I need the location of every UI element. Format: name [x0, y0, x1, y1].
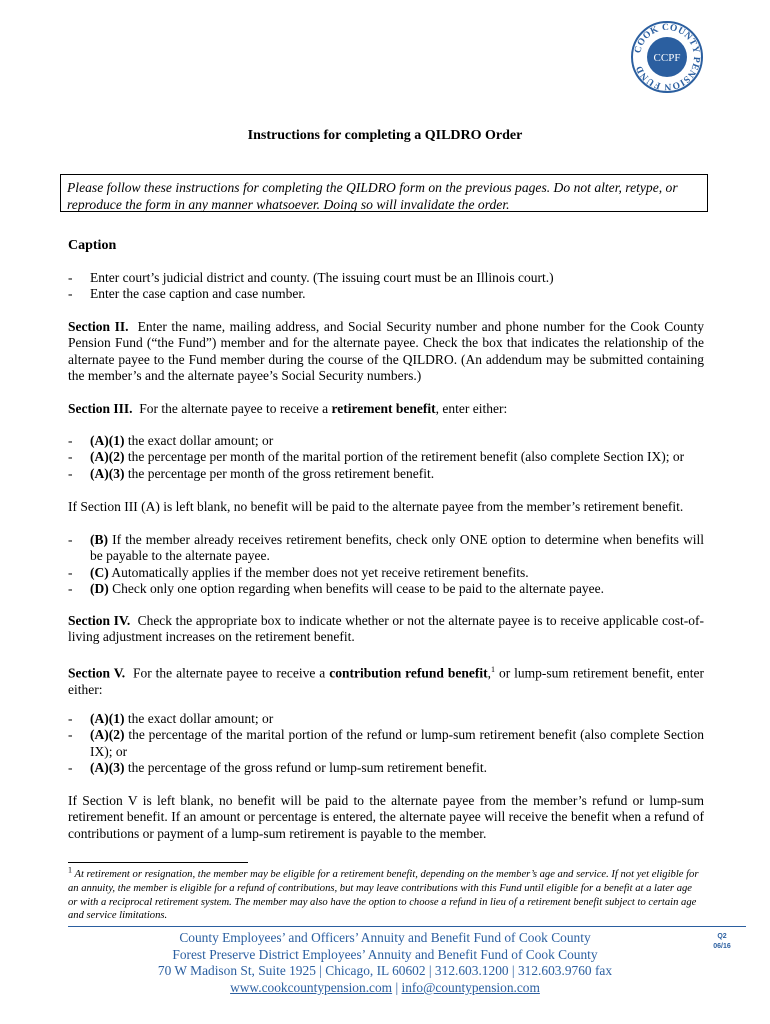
caption-heading: Caption: [68, 238, 117, 253]
section-iii-bcd-list: [68, 532, 704, 598]
instructions-notice: Please follow these instructions for completing the QILDRO form on the previous pages. Do not alter, retype, or reproduce the form in any manner whatsoever. Doing so will invalidate the order.: [60, 174, 708, 212]
section-v-list: [68, 711, 704, 777]
section-ii-label: Section II.: [68, 319, 129, 334]
page-title: Instructions for completing a QILDRO Order: [247, 128, 523, 143]
list-item: - (C) Automatically applies if the member does not yet receive retirement benefits.: [68, 564, 529, 580]
section-iii-intro: Section III. For the alternate payee to receive a retirement benefit, enter either:: [68, 401, 508, 416]
footer-line-2: Forest Preserve District Employees’ Annuity and Benefit Fund of Cook County: [172, 947, 598, 962]
caption-list: [68, 270, 704, 303]
list-item: - Enter the case caption and case number.: [68, 286, 306, 302]
list-item: - (D) Check only one option regarding when benefits will cease to be paid to the alternate payee.: [68, 581, 604, 597]
footnote-mark: 1: [68, 865, 72, 875]
section-iii-blank-note: If Section III (A) is left blank, no benefit will be paid to the alternate payee from the member’s retirement benefit.: [68, 499, 684, 514]
section-v-intro: Section V. For the alternate payee to receive a contribution refund benefit,$^1$ or lump-sum retirement benefit, enter either:: [68, 665, 705, 697]
section-iv: Section IV. Check the appropriate box to indicate whether or not the alternate payee is to receive applicable cost-of-living adjustment increases on the retirement benefit.: [68, 613, 705, 645]
list-item: - Enter court’s judicial district and county. (The issuing court must be an Illinois court.): [68, 270, 554, 285]
footnote: $^1$ At retirement or resignation, the member may be eligible for a retirement benefit, depending on the member’s age and service. If not yet eligible for an annuity, the member is eligible for a refund of contributions, but may leave contributions with this Fund until eligible for a benefit at a later age or with a reciprocal retirement system. The member may also have the option to choose a refund in lieu of a retirement benefit subject to certain age and service limitations.: [68, 865, 699, 922]
ccpf-logo: [630, 20, 704, 94]
logo-ring-text: COOK COUNTY PENSION FUND: [633, 22, 702, 92]
footnote-ref: 1: [491, 665, 495, 674]
footer-line-1: County Employees’ and Officers’ Annuity and Benefit Fund of Cook County: [179, 930, 591, 945]
email-link[interactable]: info@countypension.com: [401, 980, 540, 995]
footer-address: 70 W Madison St, Suite 1925 | Chicago, IL 60602 | 312.603.1200 | 312.603.9760 fax: [157, 963, 613, 978]
footer-separator: |: [395, 980, 399, 995]
section-ii: Section II. Enter the name, mailing address, and Social Security number and phone number for the Cook County Pension Fund (“the Fund”) member and for the alternate payee. Check the box that indicates the relationship of the alternate payee to the Fund member during the course of the QILDRO. (An addendum may be submitted containing the member’s and the alternate payee’s Social Security numbers.): [68, 319, 704, 384]
list-item: - (A)(3) the percentage of the gross refund or lump-sum retirement benefit.: [68, 760, 487, 776]
website-link[interactable]: www.cookcountypension.com: [230, 980, 393, 995]
list-item: - (A)(1) the exact dollar amount; or: [68, 711, 274, 726]
footer-divider: [68, 926, 746, 927]
list-item: - (A)(2) the percentage of the marital portion of the refund or lump-sum retirement benefit (also complete Section IX); or: [68, 727, 704, 759]
list-item: - (A)(2) the percentage per month of the marital portion of the retirement benefit (also complete Section IX); or: [68, 449, 685, 465]
list-item: - (A)(1) the exact dollar amount; or: [68, 433, 274, 448]
footnote-divider: [68, 862, 248, 863]
list-item: - (B) If the member already receives retirement benefits, check only ONE option to determine when benefits will be payable to the alternate payee.: [68, 532, 704, 564]
section-iii-a-list: [68, 433, 704, 482]
form-code: Q2: [717, 933, 727, 940]
list-item: - (A)(3) the percentage per month of the gross retirement benefit.: [68, 465, 435, 481]
section-v-blank-note: If Section V is left blank, no benefit will be paid to the alternate payee from the member’s refund or lump-sum retirement benefit. If an amount or percentage is entered, the alternate payee will receive the benefit when a refund of contributions or payment of a lump-sum retirement is payable to the member.: [68, 793, 704, 841]
footer-contact: [0, 979, 770, 997]
logo-initials: CCPF: [653, 52, 681, 64]
form-date: 06/16: [713, 943, 731, 950]
